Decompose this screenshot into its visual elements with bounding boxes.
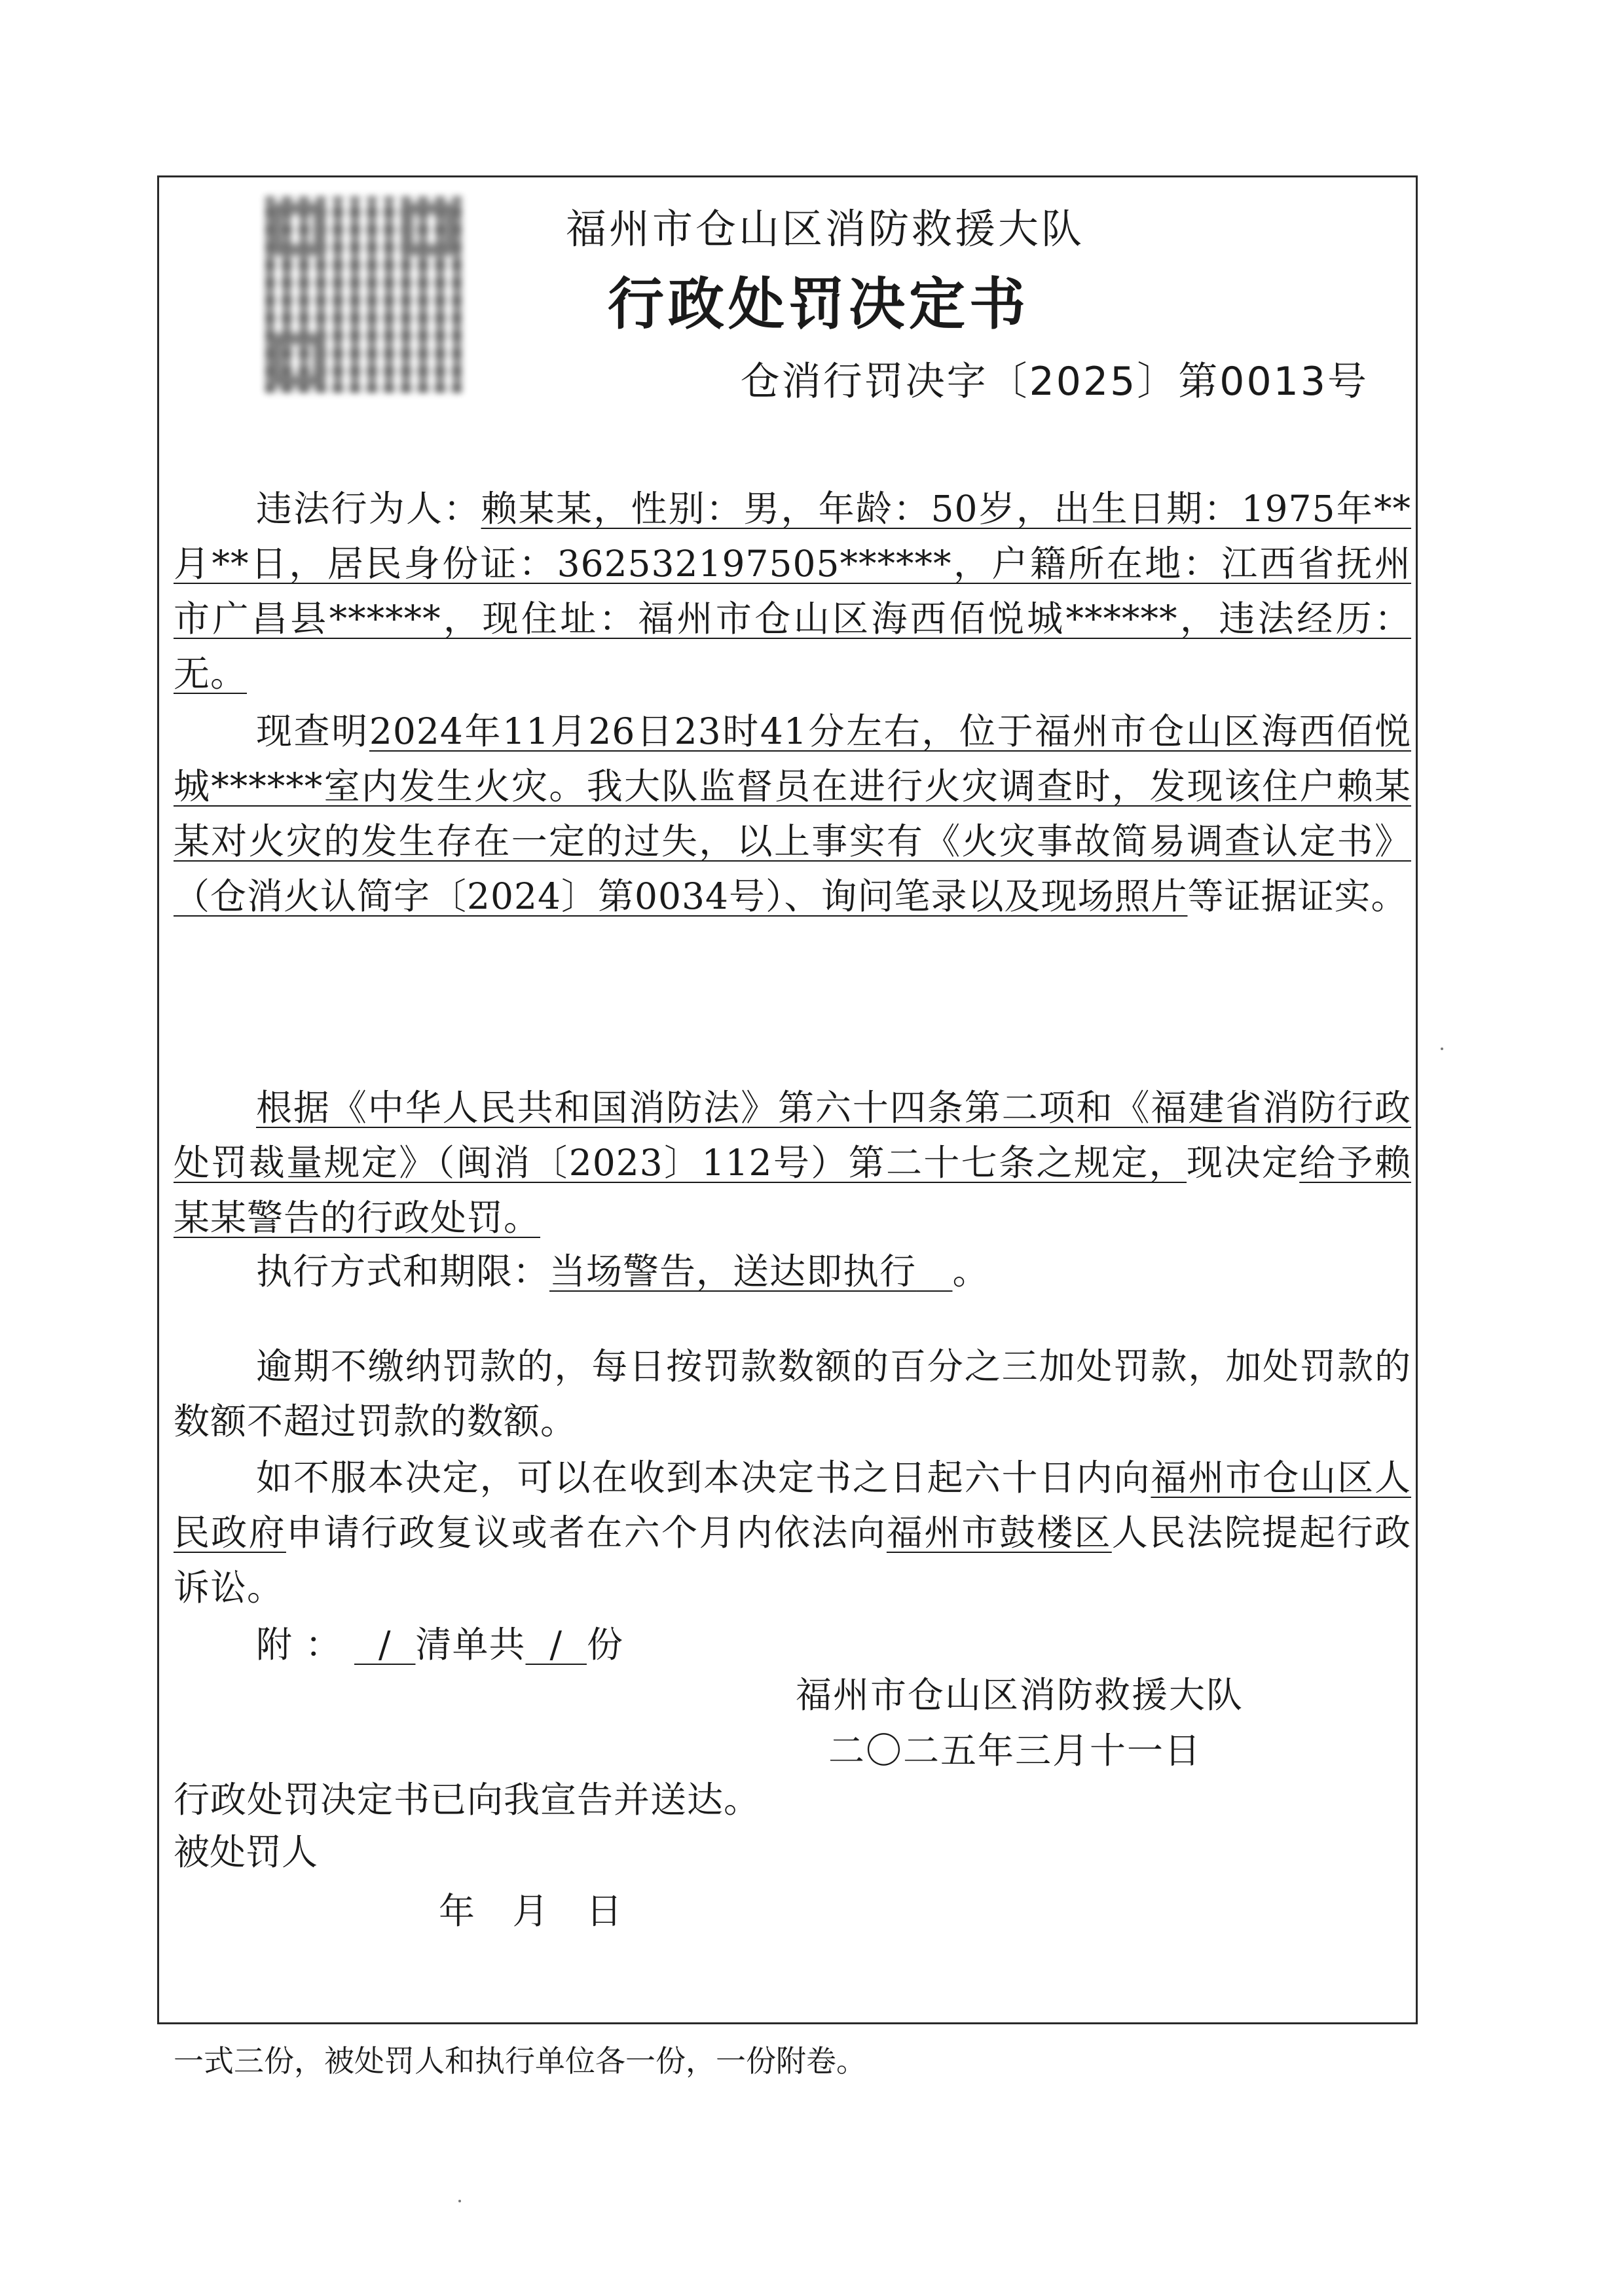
attachment-blank-1: /: [378, 1624, 392, 1666]
scan-speck: [458, 2200, 461, 2202]
attachment-line: [174, 1617, 1411, 1672]
legal-basis: 根据《中华人民共和国消防法》第六十四条第二项和《福建省消防行政处罚裁量规定》（闽消〔2023〕112号）第二十七条之规定，: [174, 1087, 1411, 1184]
decision-paragraph: [174, 1080, 1411, 1245]
execution-paragraph: [174, 1244, 1411, 1299]
qr-finder-icon: [272, 334, 324, 386]
facts-tail: 等证据证实。: [1187, 875, 1408, 917]
appeal-text-a: 如不服本决定，可以在收到本决定书之日起六十日内向: [256, 1457, 1151, 1499]
court-district: 福州市鼓楼区: [886, 1512, 1112, 1554]
attachment-list-text: 清单共: [415, 1624, 526, 1666]
decision-content: 给予赖某某警告的行政处罚。: [174, 1142, 1411, 1239]
appeal-text-c: 人民法院提起行政诉讼。: [174, 1512, 1411, 1609]
facts-label: 现查明: [256, 710, 369, 752]
offender-label: 违法行为人：: [256, 488, 481, 530]
execution-method: 当场警告，送达即执行: [549, 1250, 917, 1292]
signature-organization: 福州市仓山区消防救援大队: [796, 1674, 1244, 1716]
attachment-label: 附：: [256, 1624, 355, 1666]
appeal-paragraph: [174, 1450, 1411, 1615]
offender-info-paragraph: [174, 481, 1411, 701]
late-fee-paragraph: 逾期不缴纳罚款的，每日按罚款数额的百分之三加处罚款，加处罚款的数额不超过罚款的数额。: [174, 1345, 1411, 1442]
document-number: 仓消行罚决字〔2025〕第0013号: [740, 359, 1369, 405]
attachment-blank-2: /: [549, 1624, 563, 1666]
penalized-person-label: 被处罚人: [174, 1831, 318, 1873]
decision-label: 现决定: [1187, 1142, 1300, 1184]
facts-paragraph: [174, 704, 1411, 924]
facts-details: 2024年11月26日23时41分左右，位于福州市仓山区海西佰悦城******室内发生火灾。我大队监督员在进行火灾调查时，发现该住户赖某某对火灾的发生存在一定的过失，以上事实有《火灾事故简易调查认定书》（仓消火认简字〔2024〕第0034号）、询问笔录以及现场照片: [174, 710, 1411, 917]
signature-date: 二〇二五年三月十一日: [828, 1730, 1202, 1772]
receipt-date-blank: 年 月 日: [439, 1890, 622, 1932]
issuing-organization: 福州市仓山区消防救援大队: [565, 205, 1084, 253]
document-title: 行政处罚决定书: [608, 272, 1029, 337]
review-authority: 福州市仓山区人民政府: [174, 1457, 1411, 1554]
attachment-tail: 份: [586, 1624, 623, 1666]
footer-note: 一式三份，被处罚人和执行单位各一份，一份附卷。: [174, 2043, 866, 2079]
execution-tail: 。: [952, 1250, 989, 1292]
appeal-text-b: 申请行政复议或者在六个月内依法向: [286, 1512, 887, 1554]
execution-label: 执行方式和期限：: [256, 1250, 550, 1292]
scan-speck: [1441, 1048, 1443, 1050]
receipt-statement: 行政处罚决定书已向我宣告并送达。: [174, 1779, 761, 1821]
offender-details: 赖某某，性别：男，年龄：50岁，出生日期：1975年**月**日，居民身份证：362532197505******，户籍所在地：江西省抚州市广昌县******，现住址：福州市仓山区海西佰悦城******，违法经历：无。: [174, 488, 1411, 695]
